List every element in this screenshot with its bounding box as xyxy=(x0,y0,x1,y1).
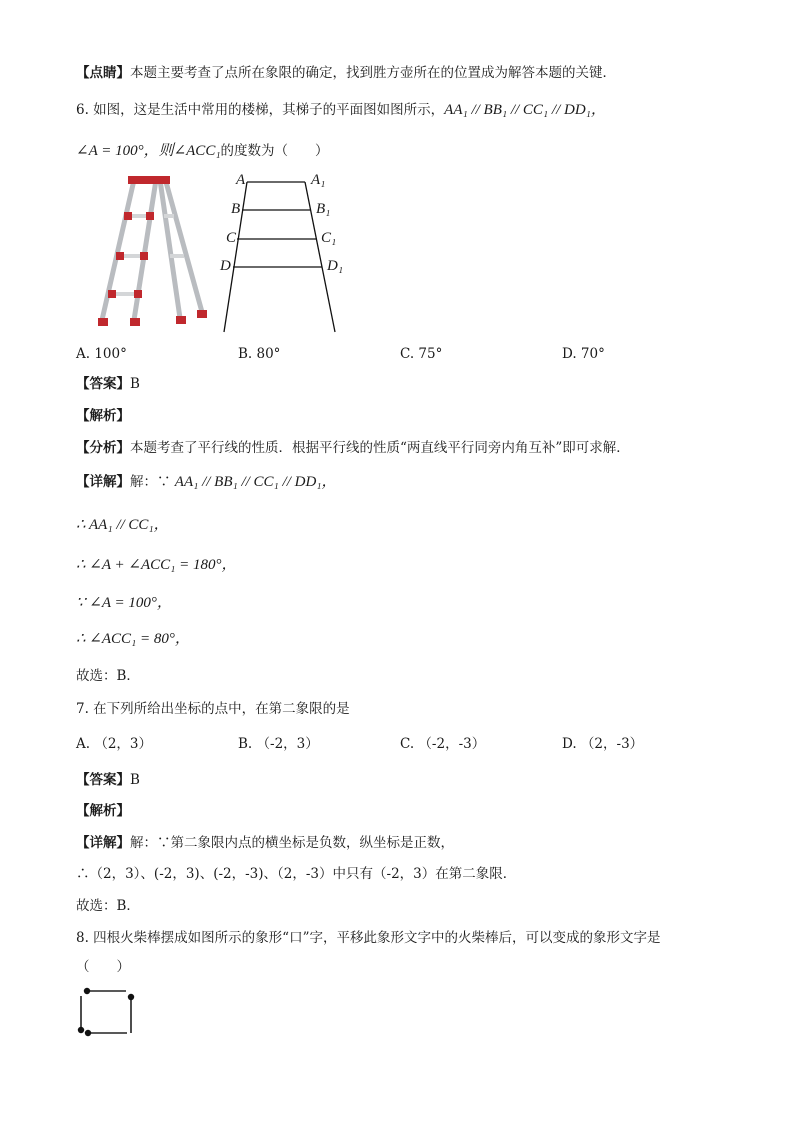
ladder-photo xyxy=(94,172,210,330)
q6-parallel-expression: AA₁ // BB₁ // CC₁ // DD₁， xyxy=(444,102,606,118)
q6-answer-line xyxy=(76,375,140,393)
q6-answer-tag: 【答案】 xyxy=(76,376,130,392)
q6-stem-text: 6. 如图，这是生活中常用的楼梯，其梯子的平面图如图所示， xyxy=(76,102,445,118)
q7-option-a: A. （2，3） xyxy=(76,736,153,752)
q6-detail-lead: 解：∵ xyxy=(130,474,175,490)
q6-stem-question: 的度数为（ ） xyxy=(220,143,329,159)
q6-step-1: ∴ AA₁ // CC₁， xyxy=(76,517,169,533)
label-C: C xyxy=(226,230,237,246)
q6-detail-tag: 【详解】 xyxy=(76,474,130,490)
q7-answer-tag: 【答案】 xyxy=(76,772,130,788)
q6-option-d: D. 70° xyxy=(562,346,605,362)
q8-stem-line-1: 8. 四根火柴棒摆成如图所示的象形“口”字，平移此象形文字中的火柴棒后，可以变成的象形文字是 xyxy=(76,930,661,946)
q7-analysis-heading: 【解析】 xyxy=(76,803,130,819)
q6-detail-math: AA₁ // BB₁ // CC₁ // DD₁， xyxy=(174,474,337,490)
q6-fenxi-text: 本题考查了平行线的性质．根据平行线的性质“两直线平行同旁内角互补”即可求解． xyxy=(130,440,630,456)
q7-step-1: ∴（2，3）、(-2，3)、(-2，-3)、（2，-3）中只有（-2，3）在第二象限． xyxy=(76,866,517,882)
label-A: A xyxy=(236,172,246,188)
q6-step-2: ∴ ∠A + ∠ACC₁ = 180°， xyxy=(76,557,237,573)
q7-detail-text: 解：∵第二象限内点的横坐标是负数，纵坐标是正数， xyxy=(130,835,454,851)
q6-fenxi-line xyxy=(76,439,630,457)
q7-option-b: B. （-2，3） xyxy=(238,736,319,752)
q6-option-a: A. 100° xyxy=(76,346,127,362)
key-point-line xyxy=(76,64,616,82)
q6-angle-expression: ∠A = 100°，则∠ACC₁ xyxy=(76,143,221,159)
label-D1: D₁ xyxy=(327,258,344,274)
q6-answer: B xyxy=(130,376,140,392)
q6-option-c: C. 75° xyxy=(400,346,443,362)
key-point-tag: 【点睛】 xyxy=(76,65,130,81)
q7-option-c: C. （-2，-3） xyxy=(400,736,486,752)
q7-stem: 7. 在下列所给出坐标的点中，在第二象限的是 xyxy=(76,701,350,717)
q6-stem-line-2 xyxy=(76,142,329,160)
q8-stem-line-2: （ ） xyxy=(76,959,130,975)
q7-answer: B xyxy=(130,772,140,788)
q6-step-4: ∴ ∠ACC₁ = 80°， xyxy=(76,631,190,647)
q6-stem-line-1 xyxy=(76,101,606,119)
q6-choose: 故选：B． xyxy=(76,668,140,684)
q6-analysis-heading: 【解析】 xyxy=(76,408,130,424)
q6-detail-line xyxy=(76,473,337,491)
matchstick-figure xyxy=(74,985,138,1041)
label-C1: C₁ xyxy=(321,230,337,246)
ladder-plan-diagram xyxy=(215,170,365,336)
label-D: D xyxy=(220,258,231,274)
label-B1: B₁ xyxy=(316,201,331,217)
label-A1: A₁ xyxy=(311,172,326,188)
key-point-text: 本题主要考查了点所在象限的确定，找到胜方壶所在的位置成为解答本题的关键． xyxy=(130,65,616,81)
q6-step-3: ∵ ∠A = 100°， xyxy=(76,595,172,611)
q7-answer-line xyxy=(76,771,140,789)
q7-choose: 故选：B． xyxy=(76,898,140,914)
q7-detail-line xyxy=(76,834,454,852)
q6-fenxi-tag: 【分析】 xyxy=(76,440,130,456)
q6-option-b: B. 80° xyxy=(238,346,281,362)
q7-detail-tag: 【详解】 xyxy=(76,835,130,851)
label-B: B xyxy=(231,201,241,217)
q7-option-d: D. （2，-3） xyxy=(562,736,644,752)
